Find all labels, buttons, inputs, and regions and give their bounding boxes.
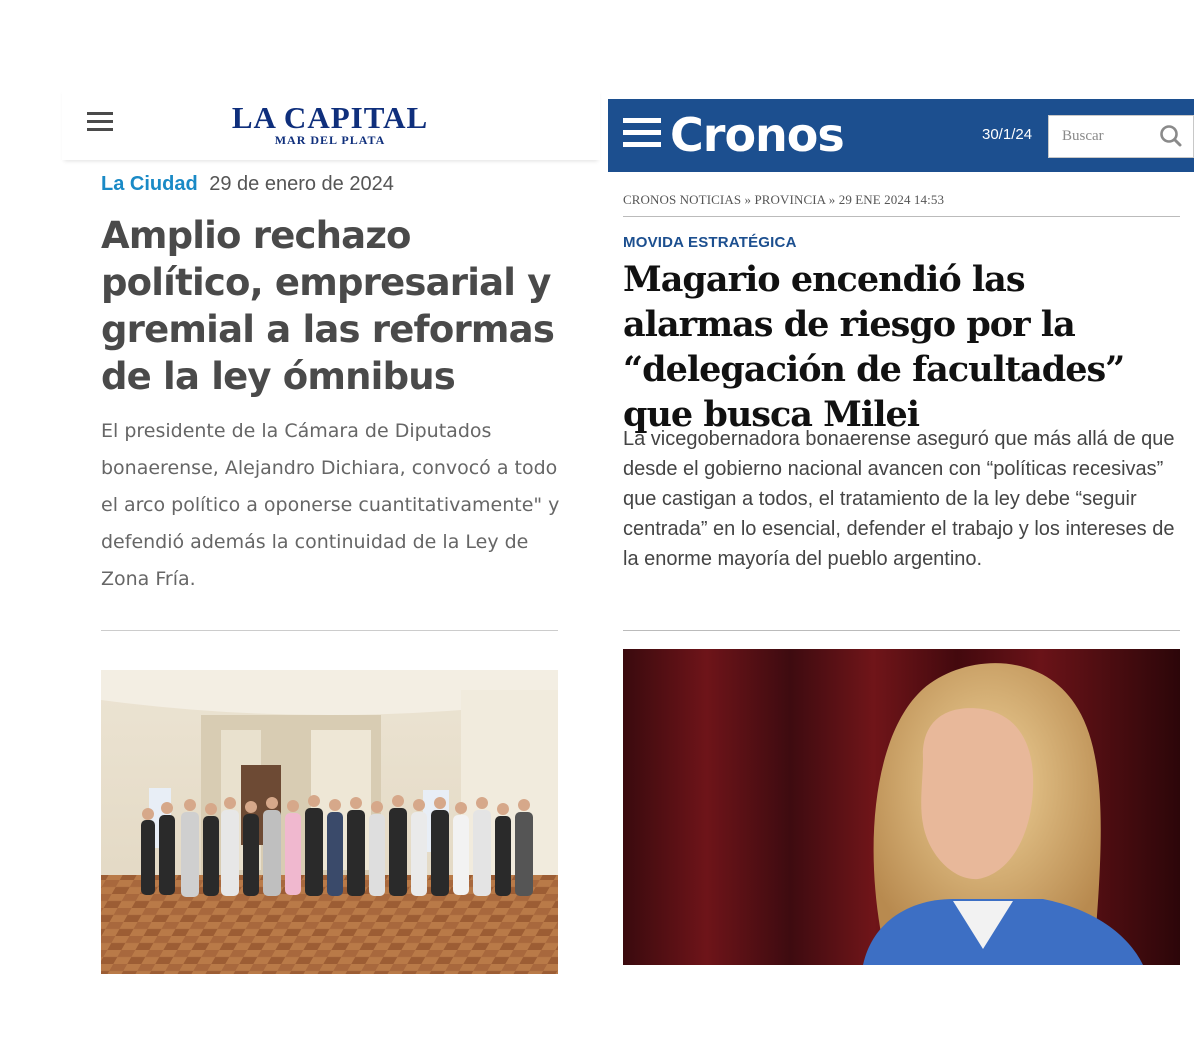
divider	[101, 630, 558, 631]
article-meta	[101, 172, 394, 196]
divider	[623, 630, 1180, 631]
section-link[interactable]: La Ciudad	[101, 173, 198, 195]
logo-sub-text: MAR DEL PLATA	[274, 133, 386, 147]
article-lead: La vicegobernadora bonaerense aseguró que más allá de que desde el gobierno nacional avancen con “políticas recesivas” que castigan a todos, el tratamiento de la ley debe “seguir centrada” en lo esencial, defender el trabajo y los intereses de la enorme mayoría del pueblo argentino.	[623, 428, 1175, 570]
breadcrumb[interactable]: CRONOS NOTICIAS » PROVINCIA » 29 ENE 2024 14:53	[623, 192, 945, 207]
portrait-image	[623, 649, 1180, 965]
article-lead: El presidente de la Cámara de Diputados bonaerense, Alejandro Dichiara, convocó a todo el arco político a oponerse cuantitativamente" y defendió además la continuidad de la Ley de Zona Fría.	[101, 420, 560, 590]
article-headline: Magario encendió las alarmas de riesgo por la “delegación de facultades” que busca Milei	[623, 259, 1125, 435]
divider	[623, 216, 1180, 217]
search-box	[1048, 115, 1194, 158]
search-icon[interactable]	[1149, 116, 1193, 157]
cronos-article	[608, 99, 1194, 979]
cronos-logo[interactable]: Cronos	[670, 108, 844, 162]
header-date: 30/1/24	[982, 126, 1033, 143]
article-kicker: MOVIDA ESTRATÉGICA	[623, 234, 797, 251]
article-photo-group	[101, 670, 558, 974]
group-photo-image	[101, 670, 558, 974]
cronos-header	[608, 99, 1194, 172]
hamburger-menu-icon[interactable]	[623, 118, 663, 152]
la-capital-header	[62, 88, 600, 160]
la-capital-logo[interactable]	[200, 102, 460, 147]
la-capital-article	[62, 88, 600, 988]
hamburger-menu-icon[interactable]	[87, 112, 115, 134]
article-date: 29 de enero de 2024	[209, 173, 394, 195]
logo-main-text: LA CAPITAL	[231, 100, 429, 135]
article-headline: Amplio rechazo político, empresarial y gremial a las reformas de la ley ómnibus	[101, 214, 555, 398]
search-input[interactable]	[1049, 116, 1149, 157]
article-photo-portrait	[623, 649, 1180, 965]
